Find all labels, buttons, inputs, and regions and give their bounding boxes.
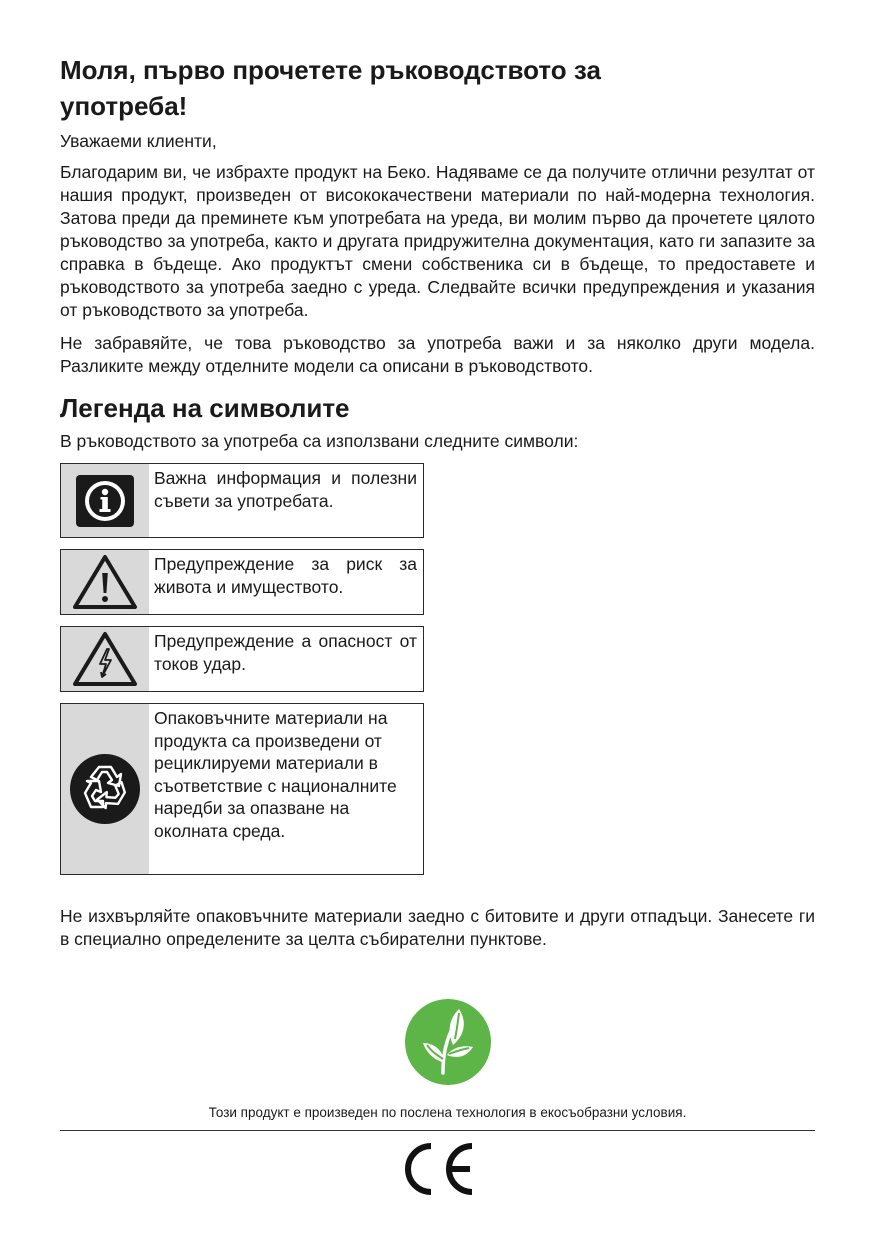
divider: [60, 1130, 815, 1131]
legend-intro: В ръководството за употреба са използвани следните символи:: [60, 431, 579, 451]
symbol-warning: [60, 549, 424, 615]
ce-mark-icon: [398, 1141, 478, 1197]
symbol-info-text: Важна информация и полезни съвети за употребата.: [154, 468, 417, 511]
symbol-info: [60, 463, 424, 538]
eco-logo: [80, 997, 815, 1087]
symbol-recycle-text: Опаковъчните материали на продукта са произведени от рециклируеми материали в съответствие с националните наредби за опазване на околната среда.: [154, 708, 397, 841]
page-title: Моля, първо прочетете ръководството за употреба!: [60, 55, 601, 121]
electric-shock-icon: [61, 627, 149, 691]
symbol-recycle: [60, 703, 424, 875]
symbol-list: [60, 463, 815, 875]
leaf-icon: [403, 997, 493, 1087]
info-icon: [61, 464, 149, 537]
greeting: Уважаеми клиенти,: [60, 131, 217, 151]
recycle-icon: [61, 704, 149, 874]
legend-title: Легенда на символите: [60, 393, 350, 423]
models-paragraph: Не забравяйте, че това ръководство за употреба важи и за няколко други модела. Разликите между отделните модели са описани в ръководството.: [60, 333, 815, 376]
warning-icon: [61, 550, 149, 614]
symbol-electric-text: Предупреждение а опасност от токов удар.: [154, 631, 417, 674]
disposal-paragraph: Не изхвърляйте опаковъчните материали заедно с битовите и други отпадъци. Занесете ги в специално определените за целта събирателни пунктове.: [60, 906, 815, 949]
page: [60, 52, 815, 1197]
ce-mark: [60, 1141, 815, 1197]
eco-caption: Този продукт е произведен по послена технология в екосъобразни условия.: [208, 1105, 687, 1120]
intro-paragraph: Благодарим ви, че избрахте продукт на Беко. Надяваме се да получите отлични резултат от нашия продукт, произведен от висококачествени материали по най-модерна технология. Затова преди да преминете към употребата на уреда, ви молим първо да прочетете цялото ръководство за употреба, както и другата придружителна документация, като ги запазите за справка в бъдеще. Ако продуктът смени собственика си в бъдеще, то предоставете и ръководството за употреба заедно с уреда. Следвайте всички предупреждения и указания от ръководството за употреба.: [60, 162, 815, 320]
symbol-electric: [60, 626, 424, 692]
symbol-warning-text: Предупреждение за риск за живота и имуществото.: [154, 554, 417, 597]
